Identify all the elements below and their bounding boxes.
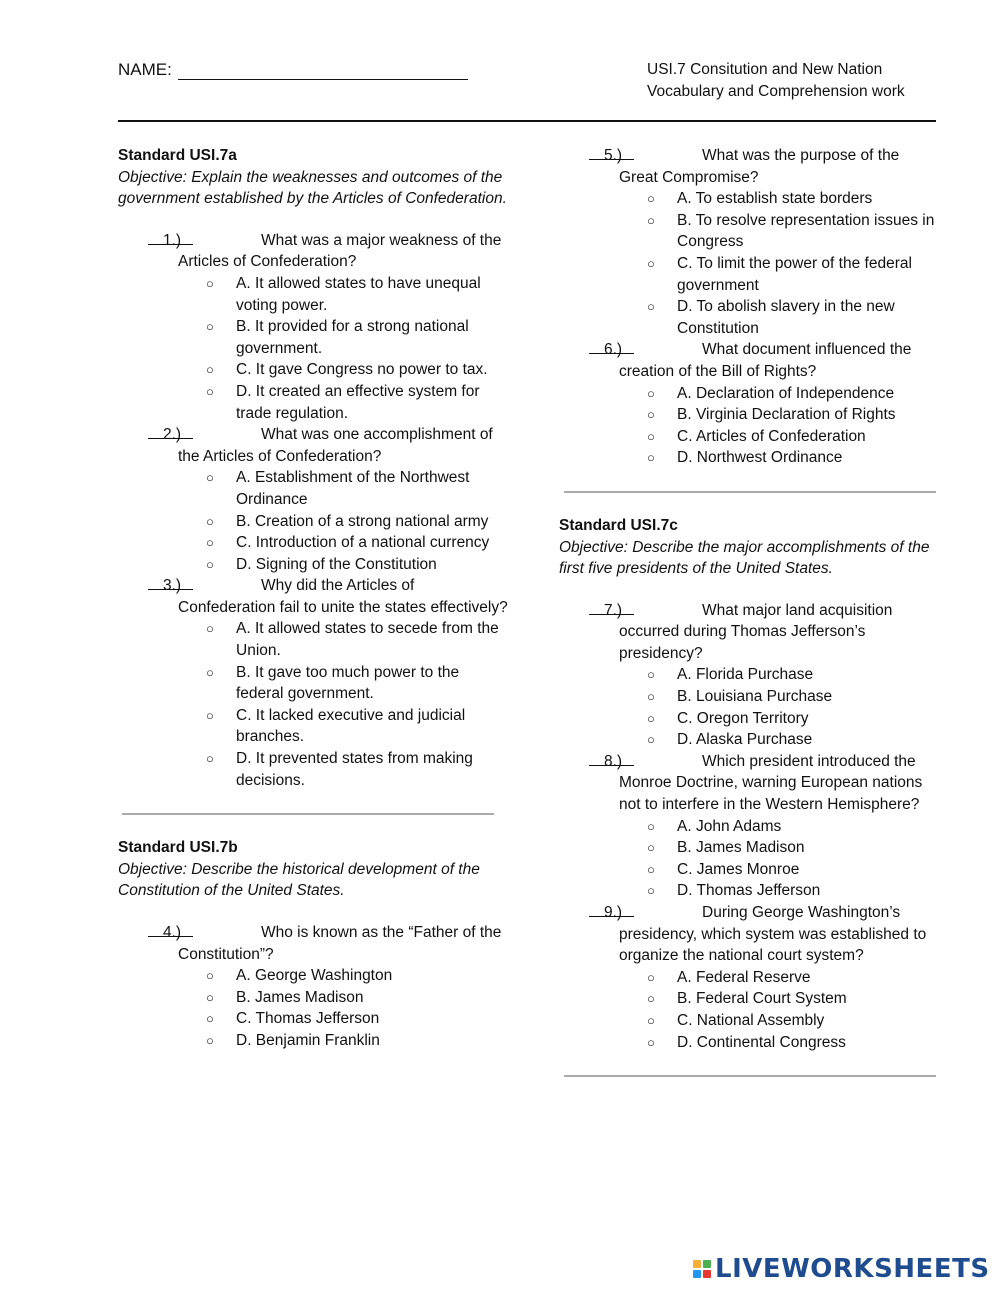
name-input-line[interactable] bbox=[178, 61, 468, 80]
circle-bullet-icon: ○ bbox=[647, 840, 655, 856]
option-item bbox=[647, 253, 939, 296]
option-text: B. It gave too much power to the federal government. bbox=[236, 663, 460, 703]
question-3 bbox=[148, 575, 508, 618]
left-column bbox=[118, 145, 508, 1052]
option-text: D. Northwest Ordinance bbox=[677, 449, 843, 467]
option-text: C. James Monroe bbox=[677, 860, 800, 878]
option-item bbox=[647, 729, 939, 751]
option-text: C. National Assembly bbox=[677, 1011, 825, 1029]
option-text: B. To resolve representation issues in Congress bbox=[677, 211, 935, 251]
question-number: 3.) bbox=[163, 577, 182, 595]
circle-bullet-icon: ○ bbox=[647, 883, 655, 899]
circle-bullet-icon: ○ bbox=[206, 621, 214, 637]
logo-text: LIVEWORKSHEETS bbox=[715, 1254, 990, 1284]
name-field-row bbox=[118, 60, 468, 80]
option-text: C. It lacked executive and judicial branches. bbox=[236, 706, 466, 746]
section-divider bbox=[564, 1075, 936, 1077]
circle-bullet-icon: ○ bbox=[206, 362, 214, 378]
circle-bullet-icon: ○ bbox=[647, 818, 655, 834]
option-text: C. Introduction of a national currency bbox=[236, 534, 490, 552]
circle-bullet-icon: ○ bbox=[647, 689, 655, 705]
question-text: What was the purpose of the Great Compromise? bbox=[619, 147, 900, 186]
option-text: A. John Adams bbox=[677, 817, 782, 835]
circle-bullet-icon: ○ bbox=[647, 1034, 655, 1050]
option-item bbox=[206, 748, 508, 791]
option-item bbox=[206, 359, 508, 381]
objective-text: Objective: Explain the weaknesses and outcomes of the government established by the Articles of Confederation. bbox=[118, 168, 507, 208]
circle-bullet-icon: ○ bbox=[206, 989, 214, 1005]
option-item bbox=[206, 965, 508, 987]
circle-bullet-icon: ○ bbox=[647, 667, 655, 683]
option-item bbox=[206, 467, 508, 510]
standard-title: Standard USI.7b bbox=[118, 839, 238, 857]
title-line-1: USI.7 Consitution and New Nation bbox=[647, 61, 883, 78]
option-item bbox=[647, 447, 939, 469]
circle-bullet-icon: ○ bbox=[647, 407, 655, 423]
question-number: 5.) bbox=[604, 147, 623, 164]
options-list bbox=[118, 273, 508, 424]
question-number: 8.) bbox=[604, 752, 623, 770]
circle-bullet-icon: ○ bbox=[206, 1011, 214, 1027]
question-9 bbox=[589, 902, 939, 967]
option-item bbox=[206, 1030, 508, 1052]
options-list bbox=[559, 967, 939, 1053]
option-item bbox=[647, 1010, 939, 1032]
objective-text: Objective: Describe the historical development of the Constitution of the United States. bbox=[118, 860, 480, 900]
circle-bullet-icon: ○ bbox=[647, 385, 655, 401]
section-usi-7b bbox=[118, 837, 508, 1051]
circle-bullet-icon: ○ bbox=[206, 535, 214, 551]
option-text: A. It allowed states to have unequal voting power. bbox=[236, 274, 481, 314]
section-usi-7a bbox=[118, 145, 508, 791]
options-list bbox=[559, 188, 939, 339]
option-item bbox=[206, 705, 508, 748]
options-list bbox=[559, 664, 939, 750]
option-item bbox=[647, 188, 939, 210]
question-8 bbox=[589, 751, 939, 816]
option-text: D. Benjamin Franklin bbox=[236, 1031, 380, 1049]
logo-grid-icon bbox=[693, 1260, 711, 1278]
circle-bullet-icon: ○ bbox=[206, 707, 214, 723]
question-2 bbox=[148, 424, 508, 467]
circle-bullet-icon: ○ bbox=[647, 299, 655, 315]
option-text: D. To abolish slavery in the new Constitution bbox=[677, 298, 895, 337]
logo-square bbox=[703, 1260, 711, 1268]
option-item bbox=[647, 708, 939, 730]
option-text: D. Alaska Purchase bbox=[677, 731, 813, 749]
question-text: What document influenced the creation of the Bill of Rights? bbox=[619, 341, 912, 380]
logo-square bbox=[703, 1270, 711, 1278]
section-usi-7c bbox=[559, 515, 939, 1053]
option-text: B. Virginia Declaration of Rights bbox=[677, 406, 896, 424]
option-text: A. Federal Reserve bbox=[677, 968, 811, 986]
question-6 bbox=[589, 339, 939, 382]
circle-bullet-icon: ○ bbox=[647, 212, 655, 228]
question-number: 4.) bbox=[163, 924, 182, 941]
logo-square bbox=[693, 1270, 701, 1278]
option-text: C. Oregon Territory bbox=[677, 709, 809, 727]
question-number: 6.) bbox=[604, 341, 623, 359]
options-list bbox=[118, 618, 508, 791]
option-item bbox=[647, 664, 939, 686]
question-text: What was a major weakness of the Articles of Confederation? bbox=[178, 231, 502, 271]
option-text: C. It gave Congress no power to tax. bbox=[236, 361, 488, 379]
option-text: D. Continental Congress bbox=[677, 1033, 846, 1051]
question-5 bbox=[589, 145, 939, 188]
option-item bbox=[206, 273, 508, 316]
option-text: A. Declaration of Independence bbox=[677, 384, 895, 402]
option-item bbox=[647, 859, 939, 881]
option-item bbox=[206, 987, 508, 1009]
option-item bbox=[647, 686, 939, 708]
option-item bbox=[206, 554, 508, 576]
circle-bullet-icon: ○ bbox=[647, 969, 655, 985]
question-number: 2.) bbox=[163, 426, 182, 444]
option-text: A. It allowed states to secede from the Union. bbox=[236, 620, 499, 660]
option-text: A. Florida Purchase bbox=[677, 666, 814, 684]
section-divider bbox=[564, 491, 936, 493]
option-text: C. Thomas Jefferson bbox=[236, 1010, 380, 1028]
liveworksheets-logo bbox=[693, 1254, 990, 1284]
option-item bbox=[206, 618, 508, 661]
option-item bbox=[206, 1008, 508, 1030]
question-text: Who is known as the “Father of the Constitution”? bbox=[178, 924, 502, 963]
circle-bullet-icon: ○ bbox=[206, 556, 214, 572]
circle-bullet-icon: ○ bbox=[206, 968, 214, 984]
option-text: B. It provided for a strong national government. bbox=[236, 318, 469, 357]
option-text: A. George Washington bbox=[236, 967, 393, 985]
option-text: B. James Madison bbox=[236, 988, 364, 1006]
option-text: D. Thomas Jefferson bbox=[677, 882, 821, 900]
circle-bullet-icon: ○ bbox=[647, 732, 655, 748]
options-list bbox=[559, 383, 939, 469]
logo-square bbox=[693, 1260, 701, 1268]
circle-bullet-icon: ○ bbox=[647, 710, 655, 726]
option-item bbox=[647, 988, 939, 1010]
option-item bbox=[647, 816, 939, 838]
option-text: D. Signing of the Constitution bbox=[236, 555, 437, 573]
option-item bbox=[647, 967, 939, 989]
question-text: What was one accomplishment of the Articles of Confederation? bbox=[178, 426, 493, 465]
question-text: What major land acquisition occurred during Thomas Jefferson’s presidency? bbox=[619, 601, 893, 662]
circle-bullet-icon: ○ bbox=[647, 991, 655, 1007]
circle-bullet-icon: ○ bbox=[647, 450, 655, 466]
question-4 bbox=[148, 922, 508, 965]
option-text: B. James Madison bbox=[677, 839, 805, 857]
question-number: 1.) bbox=[163, 231, 182, 249]
right-column bbox=[559, 145, 939, 1099]
circle-bullet-icon: ○ bbox=[206, 513, 214, 529]
section-divider bbox=[122, 813, 494, 815]
option-item bbox=[647, 210, 939, 253]
circle-bullet-icon: ○ bbox=[647, 255, 655, 271]
circle-bullet-icon: ○ bbox=[206, 319, 214, 335]
option-item bbox=[647, 880, 939, 902]
title-line-2: Vocabulary and Comprehension work bbox=[647, 83, 905, 100]
option-text: C. To limit the power of the federal government bbox=[677, 254, 912, 294]
question-1 bbox=[148, 230, 508, 273]
option-text: A. To establish state borders bbox=[677, 190, 873, 208]
circle-bullet-icon: ○ bbox=[647, 1012, 655, 1028]
question-number: 7.) bbox=[604, 601, 623, 619]
option-item bbox=[647, 404, 939, 426]
option-item bbox=[647, 1032, 939, 1054]
option-item bbox=[206, 532, 508, 554]
question-text: Why did the Articles of Confederation fail to unite the states effectively? bbox=[178, 577, 508, 616]
option-item bbox=[647, 296, 939, 339]
options-list bbox=[559, 816, 939, 902]
objective-text: Objective: Describe the major accomplishments of the first five presidents of the United States. bbox=[559, 538, 930, 578]
option-text: B. Creation of a strong national army bbox=[236, 512, 489, 530]
option-item bbox=[206, 316, 508, 359]
option-text: B. Federal Court System bbox=[677, 990, 847, 1008]
circle-bullet-icon: ○ bbox=[206, 1032, 214, 1048]
standard-title: Standard USI.7a bbox=[118, 147, 237, 164]
question-text: During George Washington’s presidency, which system was established to organize the national court system? bbox=[619, 904, 927, 965]
option-item bbox=[206, 381, 508, 424]
circle-bullet-icon: ○ bbox=[206, 383, 214, 399]
question-7 bbox=[589, 600, 939, 665]
header-divider bbox=[118, 120, 936, 122]
options-list bbox=[118, 965, 508, 1051]
circle-bullet-icon: ○ bbox=[206, 275, 214, 291]
option-text: A. Establishment of the Northwest Ordinance bbox=[236, 469, 470, 508]
circle-bullet-icon: ○ bbox=[206, 664, 214, 680]
option-text: D. It created an effective system for trade regulation. bbox=[236, 382, 480, 422]
options-list bbox=[118, 467, 508, 575]
standard-title: Standard USI.7c bbox=[559, 516, 678, 534]
name-label: NAME: bbox=[118, 60, 172, 79]
option-item bbox=[647, 837, 939, 859]
option-text: B. Louisiana Purchase bbox=[677, 688, 833, 706]
circle-bullet-icon: ○ bbox=[206, 751, 214, 767]
question-number: 9.) bbox=[604, 904, 623, 921]
worksheet-title bbox=[647, 59, 905, 103]
option-item bbox=[647, 426, 939, 448]
circle-bullet-icon: ○ bbox=[647, 428, 655, 444]
option-text: C. Articles of Confederation bbox=[677, 427, 866, 445]
option-item bbox=[206, 511, 508, 533]
circle-bullet-icon: ○ bbox=[206, 470, 214, 486]
circle-bullet-icon: ○ bbox=[647, 861, 655, 877]
option-item bbox=[647, 383, 939, 405]
option-text: D. It prevented states from making decisions. bbox=[236, 750, 473, 789]
circle-bullet-icon: ○ bbox=[647, 191, 655, 207]
question-text: Which president introduced the Monroe Doctrine, warning European nations not to interfere in the Western Hemisphere? bbox=[619, 752, 923, 814]
option-item bbox=[206, 662, 508, 705]
